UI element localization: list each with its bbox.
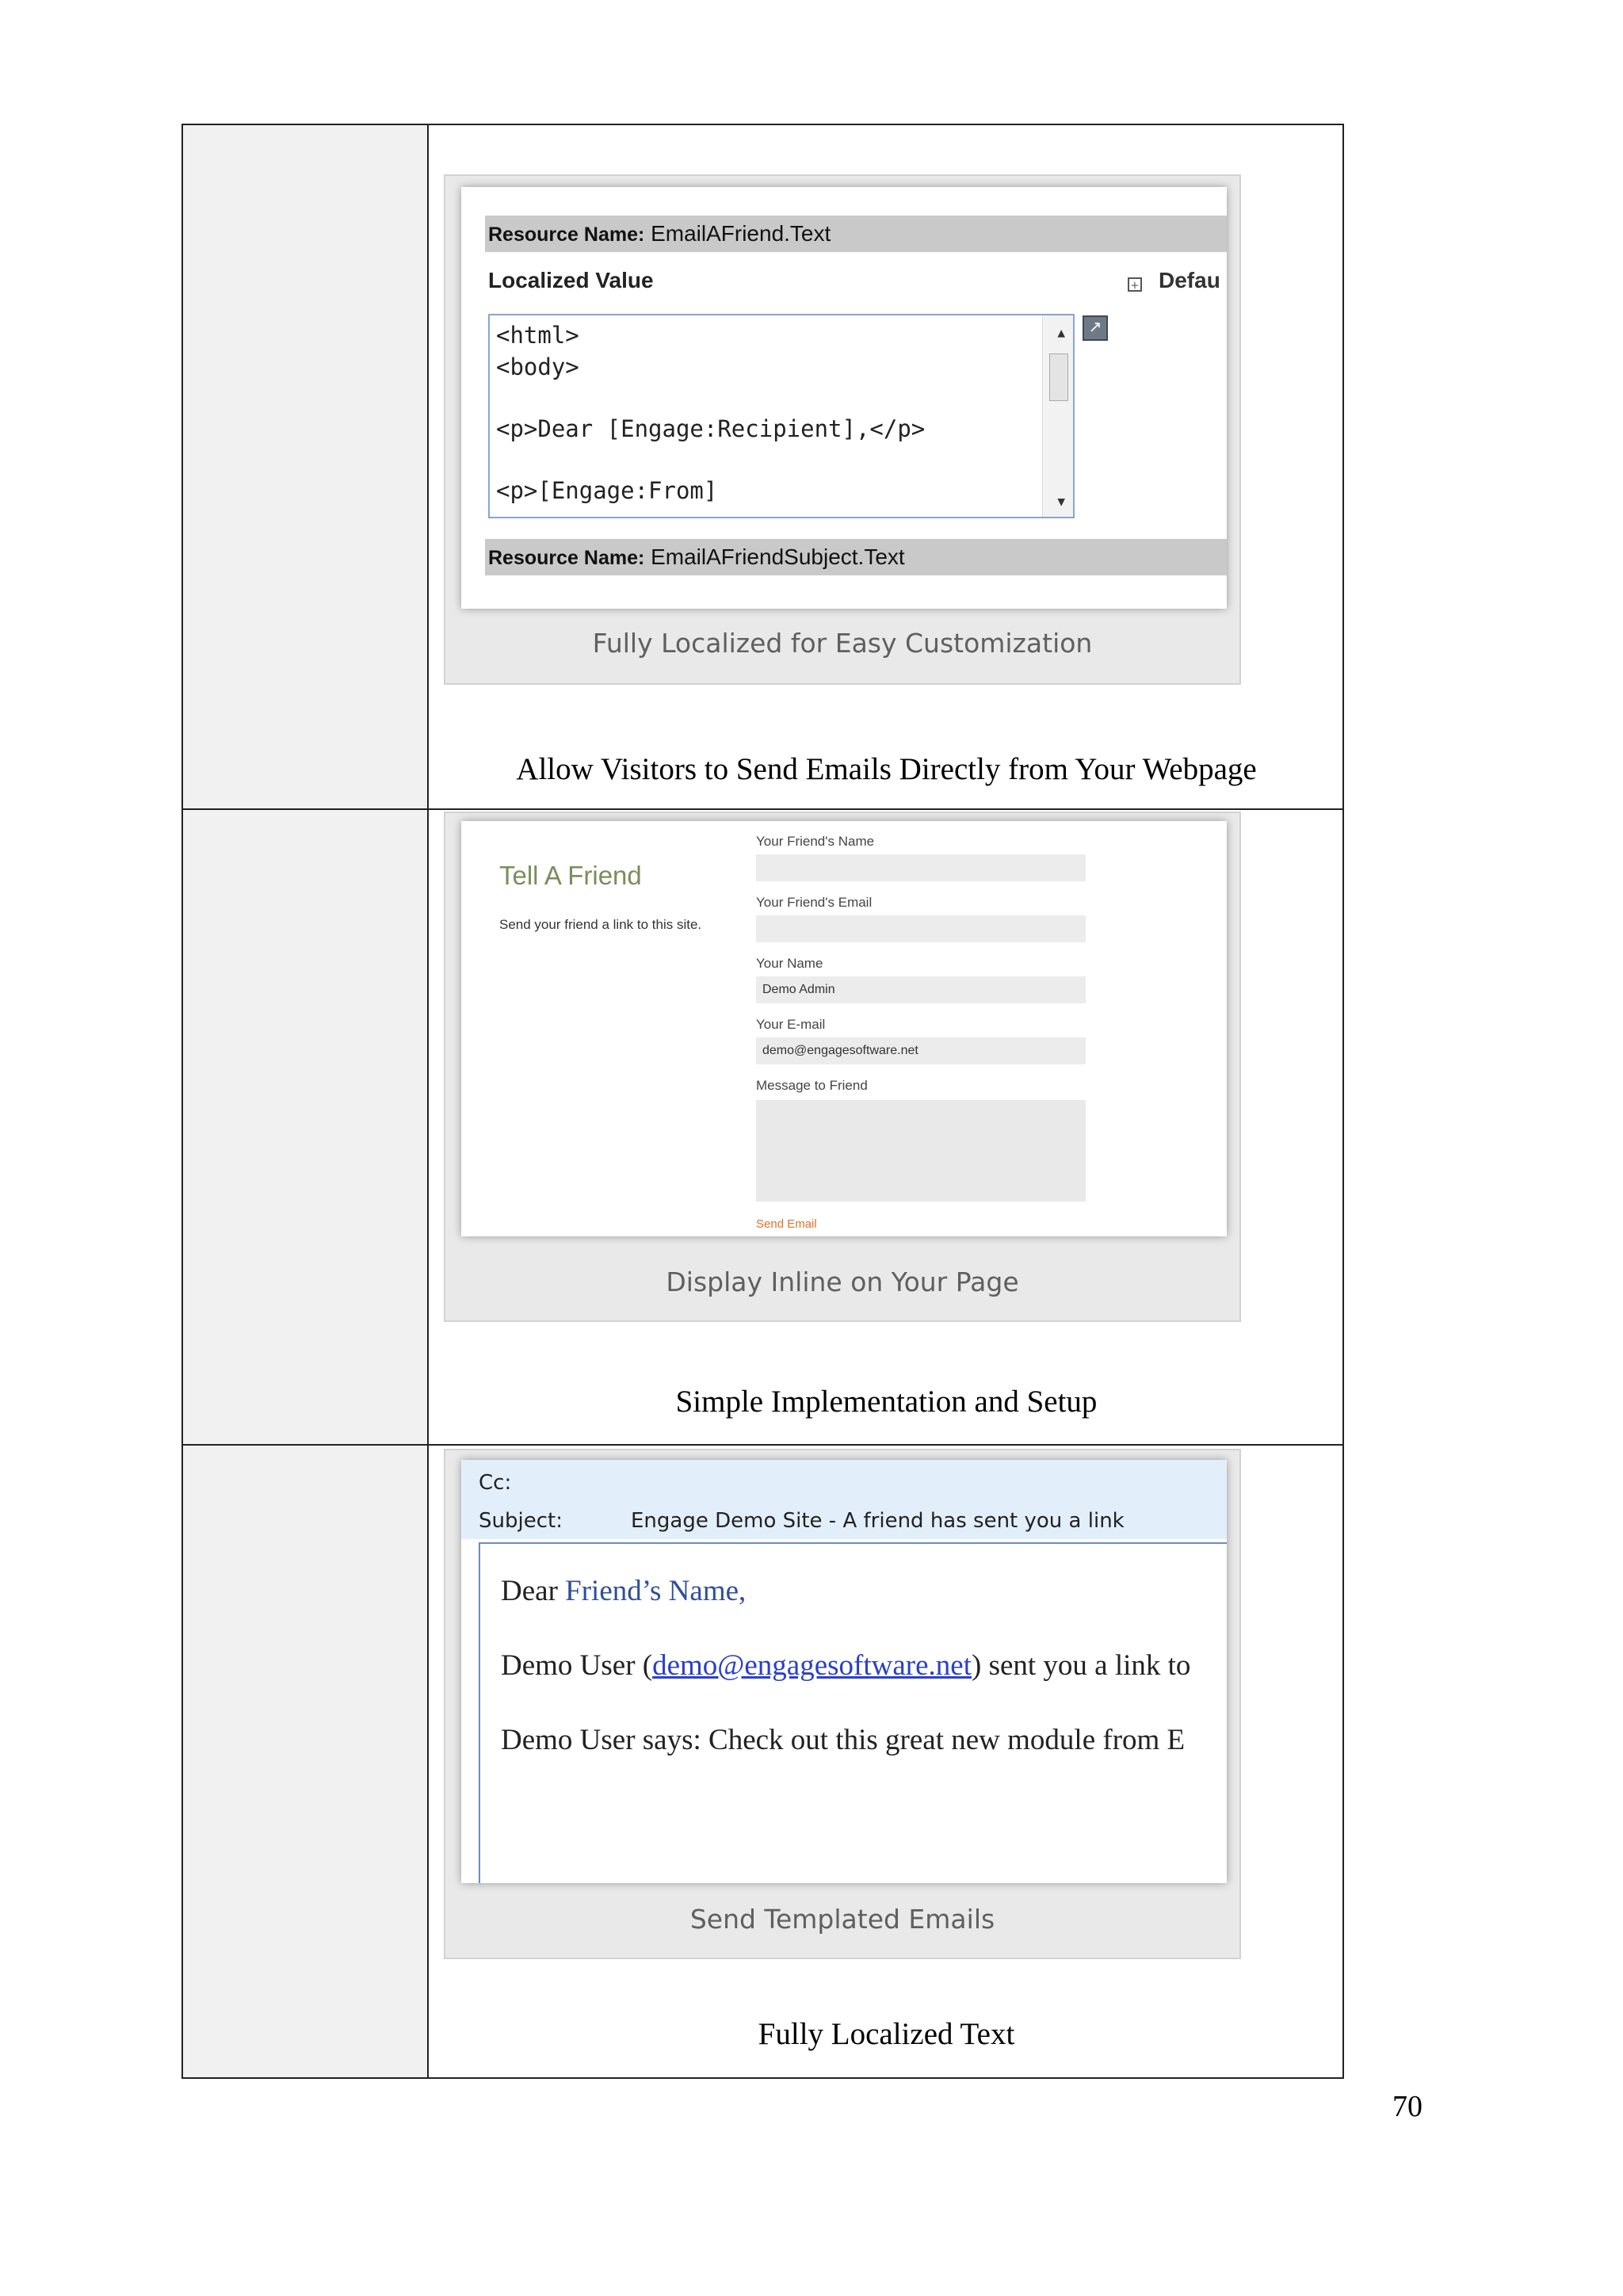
localized-value-textarea[interactable] bbox=[488, 314, 1075, 518]
friend-email-field[interactable] bbox=[756, 915, 1086, 942]
email-body bbox=[479, 1542, 1227, 1883]
field-label: Your E-mail bbox=[756, 1017, 826, 1032]
resource-name-bar bbox=[485, 539, 1227, 575]
resource-name-prefix: Resource Name: bbox=[488, 223, 645, 246]
localized-value-label: Localized Value bbox=[488, 268, 654, 292]
vertical-scrollbar[interactable] bbox=[1042, 315, 1073, 517]
table-row bbox=[183, 1446, 1342, 2077]
resource-name-value: EmailAFriend.Text bbox=[651, 221, 831, 246]
document-table bbox=[181, 124, 1344, 2079]
screenshot-caption: Display Inline on Your Page bbox=[666, 1266, 1019, 1297]
table-left-cell bbox=[183, 810, 429, 1444]
message-textarea[interactable] bbox=[756, 1100, 1086, 1201]
expand-plus-icon[interactable]: + bbox=[1128, 277, 1142, 292]
sender-name: Demo User ( bbox=[501, 1649, 653, 1682]
your-name-field[interactable]: Demo Admin bbox=[756, 976, 1086, 1003]
page-number: 70 bbox=[1392, 2090, 1423, 2123]
screenshot-tell-a-friend bbox=[444, 812, 1241, 1322]
code-line: <html> bbox=[496, 322, 579, 349]
resource-name-bar bbox=[485, 216, 1227, 252]
row-caption: Fully Localized Text bbox=[758, 2017, 1015, 2051]
resource-name-prefix: Resource Name: bbox=[488, 547, 645, 569]
email-line-sent-link bbox=[501, 1648, 1190, 1683]
screenshot-localization bbox=[444, 174, 1241, 685]
form-description: Send your friend a link to this site. bbox=[499, 917, 702, 932]
screenshot-caption: Fully Localized for Easy Customization bbox=[592, 628, 1093, 659]
greeting-friend-name: Friend’s Name, bbox=[565, 1575, 747, 1607]
scroll-thumb[interactable] bbox=[1049, 353, 1068, 401]
table-row bbox=[183, 810, 1342, 1446]
screenshot-email bbox=[444, 1449, 1241, 1959]
sender-email-link[interactable]: demo@engagesoftware.net bbox=[652, 1649, 972, 1682]
localization-editor bbox=[461, 187, 1227, 609]
email-line-says: Demo User says: Check out this great new module from E bbox=[501, 1724, 1186, 1756]
default-value-label: Defau bbox=[1159, 268, 1220, 292]
email-header bbox=[461, 1460, 1227, 1539]
row-caption: Simple Implementation and Setup bbox=[675, 1385, 1098, 1419]
maximize-editor-icon[interactable]: ↗ bbox=[1083, 315, 1108, 341]
your-email-field[interactable]: demo@engagesoftware.net bbox=[756, 1037, 1086, 1064]
resource-name-value: EmailAFriendSubject.Text bbox=[651, 544, 905, 569]
field-label: Your Friend's Name bbox=[756, 834, 875, 849]
greeting-dear: Dear bbox=[501, 1575, 558, 1607]
sent-you-link-text: ) sent you a link to bbox=[972, 1649, 1191, 1682]
screenshot-caption: Send Templated Emails bbox=[689, 1904, 995, 1935]
email-preview bbox=[461, 1460, 1227, 1883]
table-left-cell bbox=[183, 125, 429, 808]
row-caption: Allow Visitors to Send Emails Directly from Your Webpage bbox=[516, 752, 1257, 786]
code-line: <p>Dear [Engage:Recipient],</p> bbox=[496, 415, 926, 442]
table-left-cell bbox=[183, 1446, 429, 2077]
code-line: <p>[Engage:From] bbox=[496, 477, 718, 504]
field-label: Your Friend's Email bbox=[756, 895, 873, 910]
subject-value: Engage Demo Site - A friend has sent you a link bbox=[631, 1509, 1125, 1533]
email-greeting bbox=[501, 1574, 746, 1608]
field-label: Your Name bbox=[756, 956, 823, 971]
form-title: Tell A Friend bbox=[499, 861, 642, 890]
tell-a-friend-form bbox=[461, 821, 1227, 1236]
table-row bbox=[183, 125, 1342, 810]
scroll-down-arrow-icon[interactable]: ▼ bbox=[1057, 494, 1065, 509]
send-email-link[interactable]: Send Email bbox=[756, 1217, 817, 1231]
subject-label: Subject: bbox=[479, 1509, 563, 1533]
cc-label: Cc: bbox=[479, 1471, 512, 1495]
field-label: Message to Friend bbox=[756, 1078, 868, 1093]
code-line: <body> bbox=[496, 353, 579, 380]
friend-name-field[interactable] bbox=[756, 854, 1086, 881]
scroll-up-arrow-icon[interactable]: ▲ bbox=[1057, 325, 1065, 340]
